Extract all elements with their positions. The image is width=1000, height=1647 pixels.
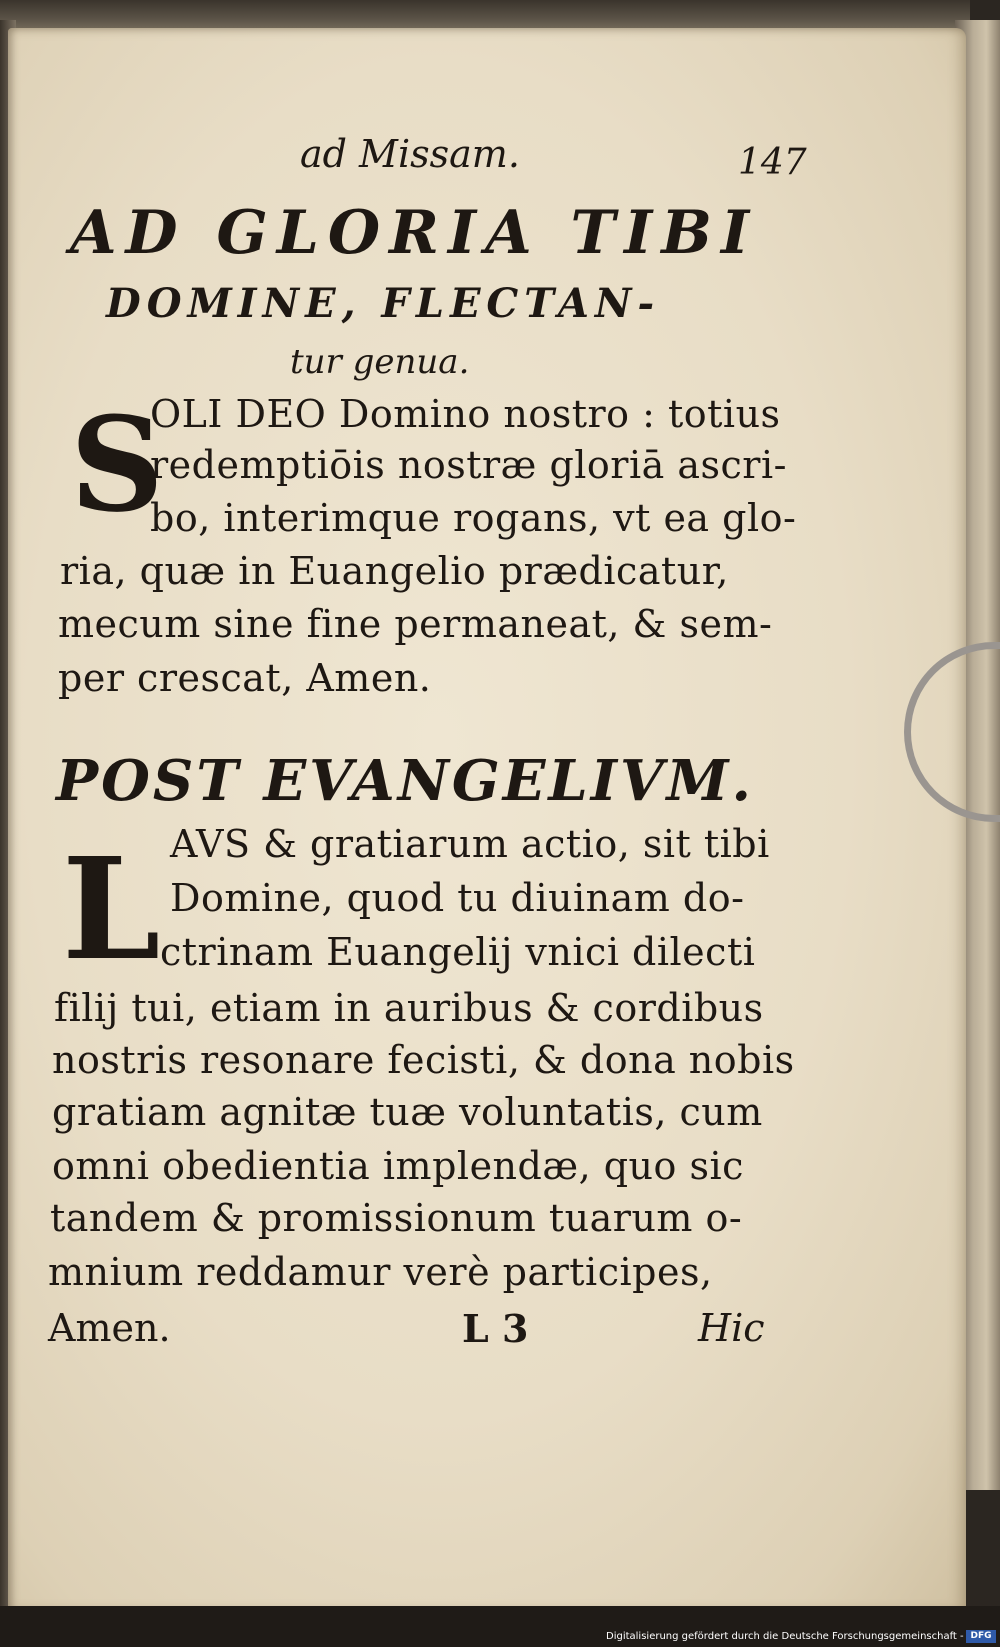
final-word: Amen. — [48, 1306, 171, 1350]
paragraph-2-line-8: tandem & promissionum tuarum o- — [50, 1196, 743, 1240]
paragraph-2-line-9: mnium reddamur verè participes, — [48, 1250, 713, 1294]
paragraph-2-line-4: filij tui, etiam in auribus & cordibus — [54, 986, 764, 1030]
paragraph-1-line-5: mecum sine fine permaneat, & sem- — [58, 602, 773, 646]
catchword: Hic — [698, 1306, 765, 1350]
paragraph-1-line-3: bo, interimque rogans, vt ea glo- — [150, 496, 797, 540]
drop-capital-s: S — [70, 388, 164, 541]
section-title: POST EVANGELIVM. — [56, 748, 754, 814]
signature-mark: L 3 — [462, 1306, 529, 1351]
paragraph-1-line-1: OLI DEO Domino nostro : totius — [150, 392, 781, 436]
heading-line-1: AD GLORIA TIBI — [70, 198, 759, 268]
digitization-credit: Digitalisierung gefördert durch die Deutsche Forschungsgemeinschaft - — [606, 1631, 964, 1642]
heading-line-2: DOMINE, FLECTAN- — [106, 280, 661, 327]
paragraph-2-line-5: nostris resonare fecisti, & dona nobis — [52, 1038, 795, 1082]
page-number: 147 — [738, 142, 807, 183]
paragraph-2-line-3: ctrinam Euangelij vnici dilecti — [160, 930, 756, 974]
dfg-logo: DFG — [966, 1630, 996, 1643]
paragraph-2-line-2: Domine, quod tu diuinam do- — [170, 876, 745, 920]
running-head: ad Missam. — [300, 132, 520, 176]
paragraph-2-line-7: omni obedientia implendæ, quo sic — [52, 1144, 744, 1188]
heading-line-3: tur genua. — [290, 342, 470, 382]
paragraph-1-line-4: ria, quæ in Euangelio prædicatur, — [60, 549, 729, 593]
paragraph-2-line-1: AVS & gratiarum actio, sit tibi — [170, 822, 770, 866]
paragraph-1-line-6: per crescat, Amen. — [58, 656, 432, 700]
paragraph-1-line-2: redemptiōis nostræ gloriā ascri- — [150, 443, 787, 487]
paragraph-2-line-6: gratiam agnitæ tuæ voluntatis, cum — [52, 1090, 763, 1134]
drop-capital-l: L — [62, 828, 161, 992]
